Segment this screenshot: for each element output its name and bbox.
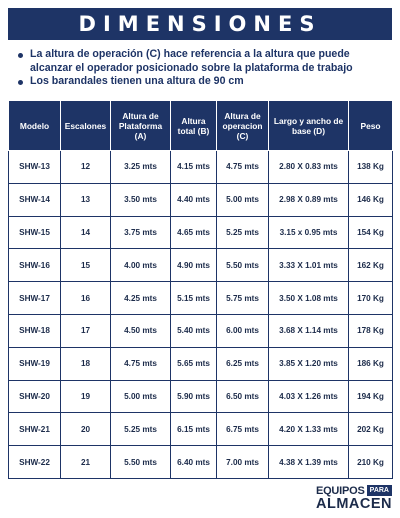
cell-altura-operacion: 7.00 mts: [217, 446, 269, 479]
cell-altura-plataforma: 4.00 mts: [111, 249, 171, 282]
cell-peso: 186 Kg: [349, 347, 393, 380]
logo-word-para: PARA: [367, 485, 392, 496]
cell-altura-plataforma: 4.25 mts: [111, 282, 171, 315]
cell-altura-operacion: 5.50 mts: [217, 249, 269, 282]
page-title: DIMENSIONES: [78, 12, 322, 36]
note-item: La altura de operación (C) hace referencia a la altura que puede alcanzar el operador posicionado sobre la plataforma de trabajo: [18, 48, 390, 75]
cell-escalones: 18: [61, 347, 111, 380]
cell-peso: 162 Kg: [349, 249, 393, 282]
cell-altura-plataforma: 3.25 mts: [111, 151, 171, 184]
cell-peso: 210 Kg: [349, 446, 393, 479]
column-header-altura-plataforma: Altura de Plataforma (A): [111, 101, 171, 151]
cell-altura-operacion: 5.75 mts: [217, 282, 269, 315]
cell-altura-total: 5.65 mts: [171, 347, 217, 380]
cell-modelo: SHW-15: [9, 216, 61, 249]
cell-escalones: 15: [61, 249, 111, 282]
cell-modelo: SHW-21: [9, 413, 61, 446]
cell-largo-ancho-base: 3.68 X 1.14 mts: [269, 314, 349, 347]
table-row: [9, 151, 393, 184]
dimensions-table: [8, 100, 393, 479]
cell-altura-total: 6.40 mts: [171, 446, 217, 479]
cell-peso: 154 Kg: [349, 216, 393, 249]
cell-altura-total: 5.15 mts: [171, 282, 217, 315]
table-row: [9, 380, 393, 413]
table-row: [9, 216, 393, 249]
cell-largo-ancho-base: 2.80 X 0.83 mts: [269, 151, 349, 184]
cell-altura-total: 6.15 mts: [171, 413, 217, 446]
cell-altura-total: 4.90 mts: [171, 249, 217, 282]
cell-modelo: SHW-22: [9, 446, 61, 479]
cell-largo-ancho-base: 2.98 X 0.89 mts: [269, 183, 349, 216]
table-row: [9, 183, 393, 216]
cell-escalones: 13: [61, 183, 111, 216]
cell-largo-ancho-base: 4.03 X 1.26 mts: [269, 380, 349, 413]
cell-altura-operacion: 6.25 mts: [217, 347, 269, 380]
cell-escalones: 20: [61, 413, 111, 446]
table-row: [9, 347, 393, 380]
column-header-escalones: Escalones: [61, 101, 111, 151]
cell-altura-plataforma: 4.75 mts: [111, 347, 171, 380]
cell-peso: 194 Kg: [349, 380, 393, 413]
cell-escalones: 21: [61, 446, 111, 479]
column-header-altura-operacion: Altura de operacion (C): [217, 101, 269, 151]
column-header-peso: Peso: [349, 101, 393, 151]
cell-altura-operacion: 6.00 mts: [217, 314, 269, 347]
cell-altura-operacion: 5.00 mts: [217, 183, 269, 216]
cell-altura-operacion: 5.25 mts: [217, 216, 269, 249]
table-row: [9, 413, 393, 446]
cell-altura-plataforma: 4.50 mts: [111, 314, 171, 347]
cell-altura-plataforma: 3.50 mts: [111, 183, 171, 216]
cell-altura-plataforma: 5.00 mts: [111, 380, 171, 413]
cell-peso: 178 Kg: [349, 314, 393, 347]
table-header-row: [9, 101, 393, 151]
table-row: [9, 249, 393, 282]
cell-modelo: SHW-16: [9, 249, 61, 282]
cell-modelo: SHW-13: [9, 151, 61, 184]
cell-largo-ancho-base: 4.38 X 1.39 mts: [269, 446, 349, 479]
cell-altura-total: 5.90 mts: [171, 380, 217, 413]
cell-peso: 138 Kg: [349, 151, 393, 184]
cell-modelo: SHW-19: [9, 347, 61, 380]
cell-modelo: SHW-17: [9, 282, 61, 315]
cell-altura-operacion: 6.50 mts: [217, 380, 269, 413]
cell-largo-ancho-base: 3.50 X 1.08 mts: [269, 282, 349, 315]
cell-altura-total: 4.15 mts: [171, 151, 217, 184]
cell-altura-operacion: 6.75 mts: [217, 413, 269, 446]
title-banner: [8, 8, 392, 40]
logo-word-almacen: ALMACEN: [316, 496, 392, 512]
brand-logo: [288, 484, 392, 512]
cell-altura-total: 4.40 mts: [171, 183, 217, 216]
column-header-modelo: Modelo: [9, 101, 61, 151]
table-row: [9, 314, 393, 347]
notes-list: [18, 48, 390, 89]
cell-largo-ancho-base: 3.33 X 1.01 mts: [269, 249, 349, 282]
cell-altura-total: 4.65 mts: [171, 216, 217, 249]
cell-altura-operacion: 4.75 mts: [217, 151, 269, 184]
cell-largo-ancho-base: 3.15 x 0.95 mts: [269, 216, 349, 249]
table-row: [9, 446, 393, 479]
logo-word-equipos: EQUIPOS: [315, 484, 365, 497]
cell-altura-plataforma: 3.75 mts: [111, 216, 171, 249]
column-header-largo-ancho-base: Largo y ancho de base (D): [269, 101, 349, 151]
cell-escalones: 16: [61, 282, 111, 315]
cell-modelo: SHW-18: [9, 314, 61, 347]
note-item: Los barandales tienen una altura de 90 cm: [18, 75, 390, 89]
cell-largo-ancho-base: 3.85 X 1.20 mts: [269, 347, 349, 380]
cell-altura-total: 5.40 mts: [171, 314, 217, 347]
cell-altura-plataforma: 5.50 mts: [111, 446, 171, 479]
cell-escalones: 19: [61, 380, 111, 413]
cell-peso: 146 Kg: [349, 183, 393, 216]
cell-largo-ancho-base: 4.20 X 1.33 mts: [269, 413, 349, 446]
cell-modelo: SHW-14: [9, 183, 61, 216]
cell-modelo: SHW-20: [9, 380, 61, 413]
cell-altura-plataforma: 5.25 mts: [111, 413, 171, 446]
cell-escalones: 14: [61, 216, 111, 249]
table-row: [9, 282, 393, 315]
column-header-altura-total: Altura total (B): [171, 101, 217, 151]
cell-peso: 202 Kg: [349, 413, 393, 446]
cell-peso: 170 Kg: [349, 282, 393, 315]
cell-escalones: 17: [61, 314, 111, 347]
cell-escalones: 12: [61, 151, 111, 184]
